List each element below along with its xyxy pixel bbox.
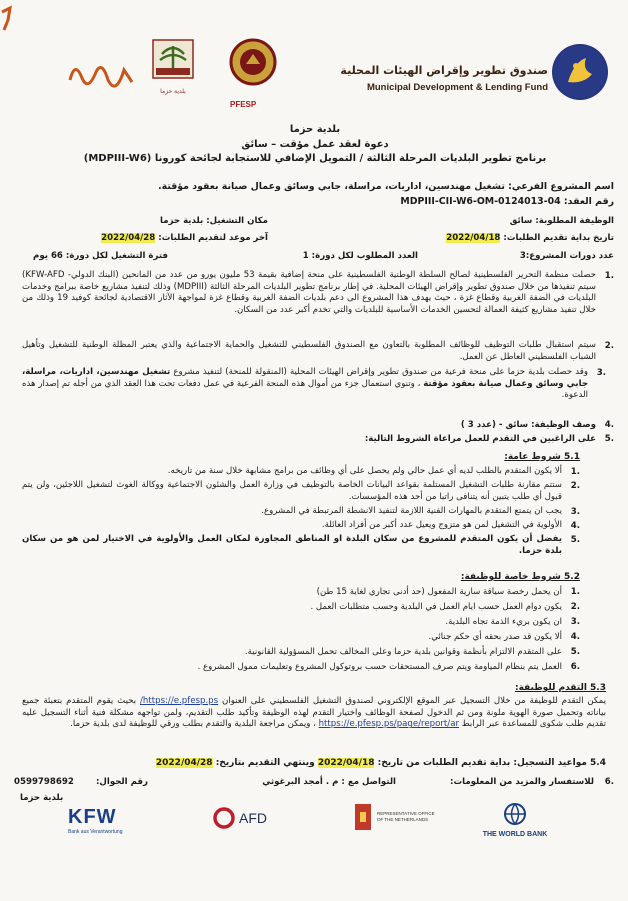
donor-logos — [0, 800, 628, 860]
specific-item-number: 3. — [570, 617, 580, 627]
specific-item: أن يحمل رخصة سياقة سارية المفعول (حد أدنى تجاري لغاية 15 طن) — [316, 587, 562, 597]
kfw-logo — [68, 806, 122, 835]
fund-name-arabic: صندوق تطوير وإقراض الهيئات المحلية — [340, 64, 548, 77]
specific-item: ألا يكون قد صدر بحقه أي حكم جنائي. — [428, 632, 562, 642]
specific-item: يكون دوام العمل حسب ايام العمل في البلدية وحسب متطلبات العمل . — [310, 602, 562, 612]
municipality-title: بلدية حزما — [289, 124, 341, 135]
apply-text-1: يمكن التقدم للوظيفة من خلال التسجيل عبر الموقع الإلكتروني لصندوق التشغيل الفلسطيني على العنوان — [222, 696, 606, 706]
specific-item-number: 2. — [570, 602, 580, 612]
afd-logo-text: AFD — [239, 810, 267, 826]
item-3-text-c: ، وتنوي استعمال جزء من أموال هذه المنحة الفرعية في عمل دفعات تحت هذا العقد الذي من أجله تم إصدار هذه الدعوة. — [22, 378, 588, 401]
general-item: يجب ان يتمتع المتقدم بالمهارات الفنية اللازمة لتنفيذ الانشطة المرتبطة في المشروع. — [261, 506, 562, 516]
start-date-value: 2022/04/18 — [446, 233, 501, 243]
specific-item-number: 5. — [570, 647, 580, 657]
specific-item-number: 1. — [570, 587, 580, 597]
deadline-line — [101, 233, 268, 243]
job-position: الوظيفة المطلوبة: سائق — [509, 216, 614, 226]
item-paragraph-3 — [22, 367, 588, 402]
phone-label: رقم الجوال: — [96, 777, 148, 787]
world-bank-globe-icon — [500, 802, 530, 826]
general-item: يفضل أن يكون المتقدم للمشروع من سكان البلدة او المناطق المجاورة لمكان العمل والأولوية في الاختيار لمن هو من سكان بلدة حزما. — [22, 534, 562, 556]
item-number-4: 4. — [604, 420, 614, 430]
specific-item-number: 4. — [570, 632, 580, 642]
general-item-number: 4. — [570, 521, 580, 531]
registration-dates — [156, 758, 606, 768]
registration-start: 2022/04/18 — [317, 758, 375, 768]
pfesp-logo — [228, 34, 278, 100]
world-bank-logo — [470, 802, 560, 838]
registration-label: 5.4 مواعيد التسجيل: بداية تقديم الطلبات من تاريخ: — [377, 758, 606, 768]
item-3-text-a: وقد حصلت بلدية حزما على منحة فرعية من صندوق تطوير وإقراض الهيئات المحلية (المنقولة للمنحة) لتنفيذ مشروع — [173, 367, 589, 377]
contact-organization: بلدية حزما — [20, 793, 64, 803]
general-item-number: 1. — [570, 467, 580, 477]
pfesp-label: PFESP — [230, 100, 257, 109]
world-bank-logo-text: THE WORLD BANK — [482, 831, 548, 838]
start-date-line — [446, 233, 614, 243]
general-conditions-heading: 5.1 شروط عامة: — [504, 452, 580, 462]
mdlf-logo-icon — [552, 44, 608, 100]
netherlands-crest-icon — [355, 804, 371, 830]
per-cycle-count: العدد المطلوب لكل دورة: 1 — [302, 251, 418, 261]
fund-name-english: Municipal Development & Lending Fund — [366, 82, 548, 93]
start-date-label: تاريخ بداية تقديم الطلبات: — [503, 233, 614, 243]
specific-conditions-heading: 5.2 شروط خاصة للوظيفة: — [460, 572, 580, 582]
specific-item: على المتقدم الالتزام بأنظمة وقوانين بلدية حزما وعلى المخالف تحمل المسؤولية القانونية. — [244, 647, 562, 657]
registration-mid: وينتهي التقديم بتاريخ: — [215, 758, 315, 768]
specific-item: ان يكون بريء الذمة تجاه البلدية. — [445, 617, 562, 627]
employment-period: فترة التشغيل لكل دورة: 66 يوم — [33, 251, 168, 261]
item-number-3: 3. — [596, 368, 606, 378]
deadline-value: 2022/04/28 — [101, 233, 156, 243]
apply-heading: 5.3 التقدم للوظيفة: — [514, 683, 606, 693]
apply-paragraph — [22, 696, 606, 731]
registration-end: 2022/04/28 — [155, 758, 213, 768]
program-title: برنامج تطوير البلديات المرحلة الثالثة / التمويل الإضافي للاستجابة لجائحة كورونا (MDPIII-W6) — [83, 153, 547, 164]
general-item-number: 3. — [570, 507, 580, 517]
afd-circle-icon — [212, 806, 236, 830]
item-number-1: 1. — [604, 271, 614, 281]
project-cycles: عدد دورات المشروع:3 — [519, 251, 614, 261]
conditions-intro: على الراغبين في التقدم للعمل مراعاة الشروط التالية: — [364, 434, 596, 444]
pfesp-registration-link[interactable]: https://e.pfesp.ps/ — [140, 696, 219, 706]
handwritten-scribble — [0, 0, 140, 118]
deadline-label: آخر موعد لتقديم الطلبات: — [158, 233, 268, 243]
job-description: وصف الوظيفة: سائق - (عدد 3 ) — [460, 420, 596, 430]
hizma-municipality-logo — [150, 38, 196, 98]
job-workplace: مكان التشغيل: بلدية حزما — [160, 216, 268, 226]
general-item-number: 2. — [570, 481, 580, 491]
item-paragraph-2: سيتم استقبال طلبات التوظيف للوظائف المطلوبة بالتعاون مع الصندوق الفلسطيني للتشغيل والحماية الاجتماعية والذي يعتبر المظلة الوطنية للتشغيل وتأهيل الشباب الفلسطيني العاطل عن العمل. — [22, 340, 596, 362]
letterhead — [0, 0, 628, 118]
afd-logo — [212, 806, 267, 830]
contract-number: رقم العقد: MDPIII-CII-W6-OM-0124013-04 — [400, 196, 614, 207]
phone-number[interactable]: 0599798692 — [14, 777, 74, 787]
netherlands-logo — [355, 804, 437, 830]
general-item: الأولوية في التشغيل لمن هو متزوج ويعيل عدد أكبر من أفراد العائلة. — [321, 520, 562, 530]
pfesp-report-link[interactable]: https://e.pfesp.ps/page/report/ar — [318, 719, 459, 730]
contact-label: للاستفسار والمزيد من المعلومات: — [450, 777, 594, 787]
apply-text-3: ، ويمكن مراجعة البلدية والتقدم بطلب ورقي للوظيفة لدى بلدية حزما. — [70, 719, 316, 730]
item-number-2: 2. — [604, 341, 614, 351]
item-paragraph-1: حصلت منظمة التحرير الفلسطينية لصالح السلطة الوطنية الفلسطينية على منحة إضافية بقيمة 53 مليون يورو من عدد من المانحين (البنك الدولي- KFW-AFD) سيتم تنفيذها من خلال صندوق تطوير وإقراض الهيئات المحلية. في إطار برنامج تطوير البلديات المرحلة الثالثة (MDPIII) وذلك لتنفيذ مشاريع خاصة ببرامج وخدمات البلديات في الضفة الغربية وقطاع غزة ، حيث يهدف هذا المشروع الى دعم بلديات الضفة الغربية وقطاع غزة لمواجهة الآثار الاقتصادية لجائحة كوفيد 19 وذلك من خلال تنفيذ مشاريع كثيفة العمالة لتحسين الخدمات الأساسية للبلديات والتي تخدم أكبر عدد من السكان. — [22, 270, 596, 315]
item-number-5: 5. — [604, 434, 614, 444]
contact-person: التواصل مع : م . أمجد البرغوثي — [262, 777, 396, 787]
general-item: ستتم مقارنة طلبات التشغيل المستلمة بقواعد البيانات الخاصة بالتوظيف في وزارة العمل والشئون الاجتماعية ووكالة الغوث لتشغيل اللاجئين، ولن يتم قبول أي طلب يتبين أنه يتنافى راتبا من أحد هذه المؤسسات. — [22, 480, 562, 502]
apply-text-2: بحيث يقوم المتقدم بتعبئة جميع بياناته وتحميل صورة الهوية ملونة ومن ثم الدخول لصفحة الوظائف واختيار التقدم لهذه الوظيفة وتأكيد طلب التقديم، ولمن تواجهه مشكلة فنية أثناء التسجيل عليه تقديم طلب شكوى للمساعدة عبر الرابط — [22, 696, 606, 730]
specific-item-number: 6. — [570, 662, 580, 672]
item-number-6: 6. — [604, 777, 614, 787]
specific-item: العمل يتم بنظام المياومة ويتم صرف المستحقات حسب بروتوكول المشروع وتعليمات ممول المشروع . — [197, 662, 562, 672]
hizma-logo-caption: بلدية حزما — [160, 88, 186, 95]
general-item: ألا يكون المتقدم بالطلب لديه أي عمل حالي ولم يحصل على أي وظائف من برامج مشابهة خلال سنة من تاريخه. — [167, 466, 562, 476]
kfw-logo-text: KFW — [68, 806, 117, 828]
kfw-logo-subtext: Bank aus Verantwortung — [68, 829, 123, 835]
item-3-project-name: تشغيل مهندسين، اداريات، مراسلة، جابي وسائق وعمال صيانة بعقود مؤقتة — [22, 367, 589, 389]
call-subject: دعوة لعقد عمل مؤقت – سائق — [241, 139, 389, 150]
general-item-number: 5. — [570, 535, 580, 545]
netherlands-logo-text: REPRESENTATIVE OFFICE OF THE NETHERLANDS — [377, 811, 435, 822]
sub-project-name: اسم المشروع الفرعي: تشغيل مهندسين، اداريات، مراسلة، جابي وسائق وعمال صيانة بعقود مؤقتة. — [158, 181, 614, 192]
